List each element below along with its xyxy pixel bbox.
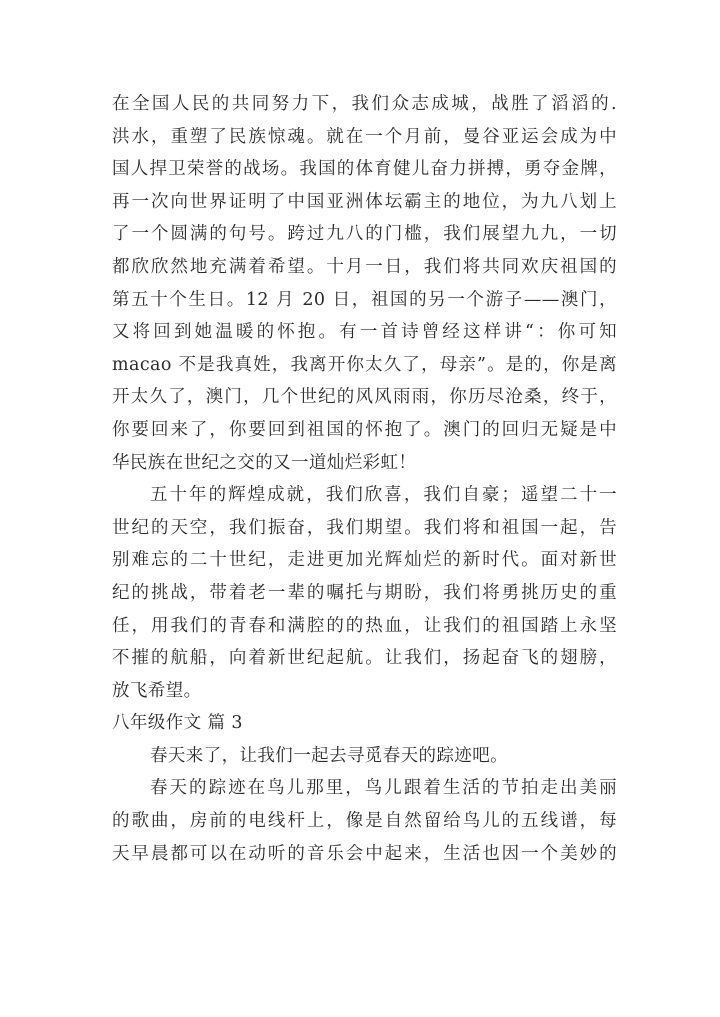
paragraph-line: 你要回来了，你要回到祖国的怀抱了。澳门的回归无疑是中 [112, 419, 617, 440]
paragraph-line: 在全国人民的共同努力下，我们众志成城，战胜了滔滔的. [112, 94, 617, 114]
paragraph-line: 不摧的航船，向着新世纪起航。让我们，扬起奋飞的翅膀， [112, 648, 617, 669]
paragraph-line: 五十年的辉煌成就，我们欣喜，我们自豪；遥望二十一 [150, 485, 617, 506]
paragraph-line: 的歌曲，房前的电线杆上，像是自然留给鸟儿的五线谱，每 [112, 811, 617, 832]
paragraph-line: 又将回到她温暖的怀抱。有一首诗曾经这样讲“：你可知 [112, 322, 617, 343]
document-body [112, 88, 617, 870]
paragraph-line: 世纪的天空，我们振奋，我们期望。我们将和祖国一起，告 [112, 517, 617, 538]
paragraph-line: 别难忘的二十世纪，走进更加光辉灿烂的新时代。面对新世 [112, 550, 617, 571]
paragraph-line: 开太久了，澳门，几个世纪的风风雨雨，你历尽沧桑，终于， [112, 387, 617, 408]
paragraph-line: 都欣欣然地充满着希望。十月一日，我们将共同欢庆祖国的 [112, 256, 617, 277]
paragraph-line: 纪的挑战，带着老一辈的嘱托与期盼，我们将勇挑历史的重 [112, 582, 617, 603]
paragraph-line: 任，用我们的青春和满腔的的热血，让我们的祖国踏上永坚 [112, 615, 617, 636]
paragraph-line: 第五十个生日。12 月 20 日，祖国的另一个游子——澳门， [112, 289, 617, 310]
paragraph-line: macao 不是我真姓，我离开你太久了，母亲”。是的，你是离 [112, 354, 617, 375]
section-heading: 八年级作文 篇 3 [112, 713, 243, 734]
paragraph-line: 春天的踪迹在鸟儿那里，鸟儿跟着生活的节拍走出美丽 [150, 778, 617, 799]
paragraph-line: 洪水，重塑了民族惊魂。就在一个月前，曼谷亚运会成为中 [112, 126, 617, 147]
paragraph-line: 再一次向世界证明了中国亚洲体坛霸主的地位，为九八划上 [112, 191, 617, 212]
paragraph-line: 华民族在世纪之交的又一道灿烂彩虹！ [112, 452, 417, 473]
paragraph-line: 了一个圆满的句号。跨过九八的门槛，我们展望九九，一切 [112, 224, 617, 245]
paragraph-line: 天早晨都可以在动听的音乐会中起来，生活也因一个美妙的 [112, 843, 617, 864]
paragraph-line: 国人捍卫荣誉的战场。我国的体育健儿奋力拼搏，勇夺金牌， [112, 159, 617, 180]
paragraph-line: 放飞希望。 [112, 680, 202, 701]
paragraph-line: 春天来了，让我们一起去寻觅春天的踪迹吧。 [150, 745, 508, 766]
